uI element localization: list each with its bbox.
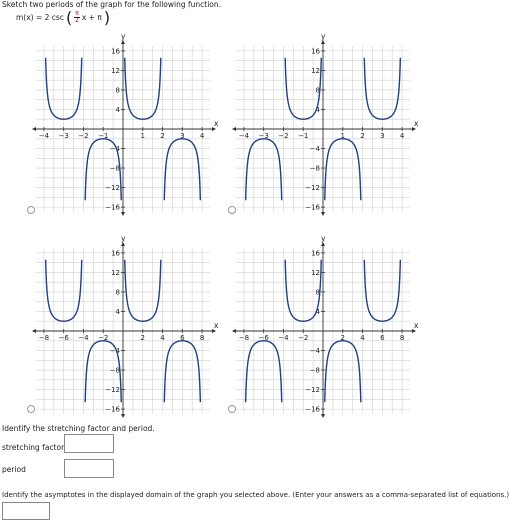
x-tick-label: −1 [98, 132, 109, 140]
y-tick-label: 16 [311, 47, 320, 56]
graph-option-d [228, 236, 418, 418]
y-axis-label: y [321, 32, 326, 41]
y-axis-label: y [121, 32, 126, 41]
stretching-factor-label: stretching factor [2, 443, 65, 452]
x-axis-label: x [414, 321, 419, 330]
graph-option-a [28, 34, 218, 216]
formula-fraction [74, 11, 80, 24]
graph-option-c [28, 236, 218, 418]
x-tick-label: −2 [78, 132, 89, 140]
period-input[interactable] [64, 459, 114, 478]
x-tick-label: −6 [58, 334, 69, 342]
graph-option-b [228, 34, 418, 216]
y-tick-label: −4 [109, 145, 120, 154]
y-tick-label: −8 [309, 164, 320, 173]
x-tick-label: 4 [360, 334, 365, 342]
y-tick-label: 12 [311, 268, 320, 277]
formula-frac-den: 2 [75, 17, 79, 24]
x-tick-label: 4 [199, 132, 205, 140]
x-axis-arrow-left [232, 127, 236, 131]
x-axis-label: x [214, 119, 219, 128]
y-tick-label: 4 [315, 307, 320, 316]
x-tick-label: 6 [380, 334, 385, 342]
y-tick-label: 4 [115, 105, 120, 114]
x-tick-label: 2 [140, 334, 146, 342]
y-tick-label: −16 [305, 405, 320, 414]
y-tick-label: −8 [109, 164, 120, 173]
y-tick-label: −12 [105, 386, 120, 395]
x-tick-label: −3 [258, 132, 269, 140]
formula-close-paren: ) [103, 7, 111, 27]
radio-option-a[interactable] [27, 206, 35, 214]
y-axis-arrow-bottom [121, 212, 125, 216]
x-tick-label: 4 [160, 334, 165, 342]
y-tick-label: −4 [309, 145, 320, 154]
question-prompt: Sketch two periods of the graph for the following function. [2, 0, 222, 9]
x-tick-label: 3 [380, 132, 385, 140]
x-tick-label: −8 [238, 334, 250, 342]
part3-instruction: Identify the asymptotes in the displayed domain of the graph you selected above. (Enter your answers as a comma-separated list of equations.) [2, 491, 509, 499]
y-tick-label: −12 [305, 386, 320, 395]
formula-frac-num: π [75, 10, 79, 17]
x-tick-label: 1 [340, 132, 346, 140]
y-axis-arrow-bottom [321, 212, 325, 216]
radio-option-c[interactable] [27, 405, 35, 413]
y-tick-label: −16 [105, 405, 120, 414]
x-tick-label: 2 [360, 132, 365, 140]
y-axis-arrow-bottom [121, 414, 125, 418]
y-tick-label: 8 [315, 288, 320, 297]
part2-instruction: Identify the stretching factor and period. [2, 424, 155, 433]
x-tick-label: −8 [38, 334, 50, 342]
y-tick-label: 16 [111, 47, 120, 56]
formula-rest: x + π [81, 13, 102, 22]
y-tick-label: 16 [311, 249, 320, 258]
x-axis-arrow-left [32, 127, 36, 131]
x-tick-label: 8 [199, 334, 205, 342]
x-tick-label: −2 [298, 334, 309, 342]
x-tick-label: −6 [258, 334, 269, 342]
x-tick-label: 2 [340, 334, 346, 342]
x-axis-arrow-left [232, 329, 236, 333]
x-tick-label: −4 [278, 334, 289, 342]
y-tick-label: 12 [311, 66, 320, 75]
y-axis-label: y [121, 234, 126, 243]
function-formula [16, 7, 111, 27]
x-tick-label: −2 [278, 132, 289, 140]
y-tick-label: 16 [111, 249, 120, 258]
x-tick-label: 3 [180, 132, 185, 140]
stretching-factor-input[interactable] [64, 434, 114, 453]
x-tick-label: −2 [98, 334, 109, 342]
x-tick-label: −1 [298, 132, 309, 140]
formula-lhs: m(x) = 2 csc [16, 13, 64, 22]
x-axis-arrow-left [32, 329, 36, 333]
y-tick-label: −8 [109, 366, 120, 375]
x-axis-label: x [414, 119, 419, 128]
y-tick-label: 8 [315, 86, 320, 95]
y-tick-label: 8 [115, 86, 120, 95]
x-tick-label: −4 [38, 132, 50, 140]
y-tick-label: 4 [115, 307, 120, 316]
formula-open-paren: ( [65, 7, 73, 27]
y-tick-label: −16 [305, 203, 320, 212]
y-tick-label: −12 [105, 184, 120, 193]
radio-option-b[interactable] [228, 206, 236, 214]
y-axis-arrow-bottom [321, 414, 325, 418]
y-tick-label: 4 [315, 105, 320, 114]
asymptotes-input[interactable] [2, 502, 50, 520]
period-label: period [2, 465, 26, 474]
x-tick-label: 1 [140, 132, 146, 140]
x-tick-label: −4 [238, 132, 250, 140]
y-axis-label: y [321, 234, 326, 243]
x-tick-label: 6 [180, 334, 185, 342]
y-tick-label: 12 [111, 66, 120, 75]
x-axis-label: x [214, 321, 219, 330]
y-tick-label: −8 [309, 366, 320, 375]
radio-option-d[interactable] [228, 405, 236, 413]
y-tick-label: 8 [115, 288, 120, 297]
y-tick-label: −4 [109, 347, 120, 356]
x-tick-label: 4 [399, 132, 405, 140]
x-tick-label: −3 [58, 132, 69, 140]
y-tick-label: 12 [111, 268, 120, 277]
x-tick-label: 8 [399, 334, 405, 342]
y-tick-label: −16 [105, 203, 120, 212]
x-tick-label: −4 [78, 334, 89, 342]
y-tick-label: −4 [309, 347, 320, 356]
x-tick-label: 2 [160, 132, 165, 140]
y-tick-label: −12 [305, 184, 320, 193]
